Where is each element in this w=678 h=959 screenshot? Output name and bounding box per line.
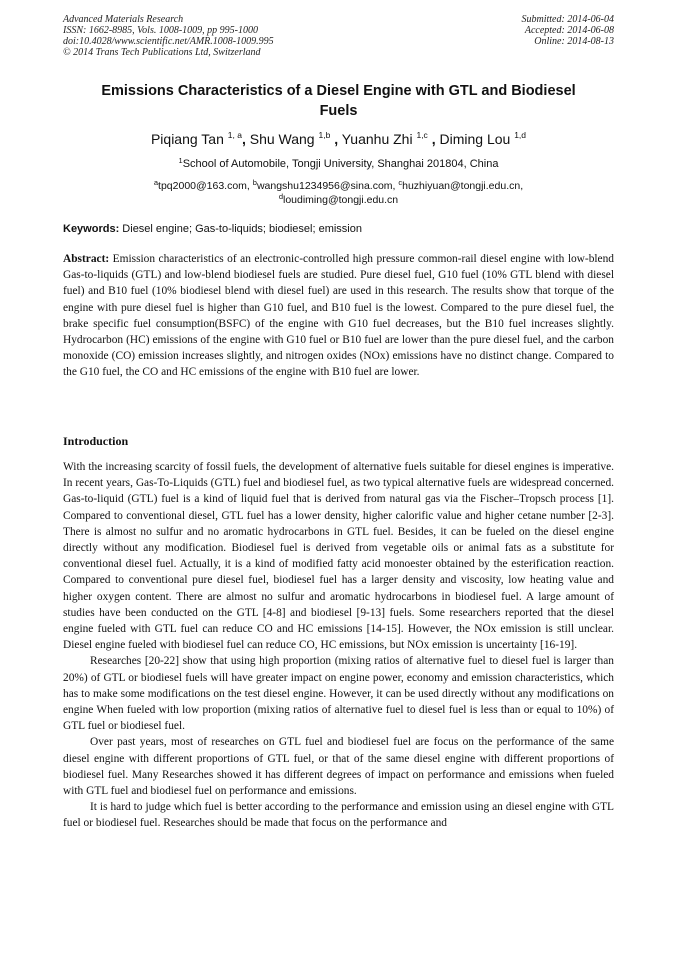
paragraph: Over past years, most of researches on GTL fuel and biodiesel fuel are focus on the performance of the same diesel engine with different proportions of GTL fuel, or that of the same diesel engine with different proportions of biodiesel fuel. Many Researches showed it has different degrees of impact on performance and emissions when fueled with GTL fuel and biodiesel fuel on performance and emissions. xyxy=(63,736,614,798)
submission-dates xyxy=(522,14,615,47)
email-link[interactable]: wangshu1234956@sina.com, xyxy=(256,180,399,192)
copyright-line: © 2014 Trans Tech Publications Ltd, Switzerland xyxy=(63,47,261,58)
email-sup: d xyxy=(278,192,283,201)
issn-line: ISSN: 1662-8985, Vols. 1008-1009, pp 995-1000 xyxy=(63,25,258,36)
author-name: Piqiang Tan xyxy=(150,131,224,147)
author-sup: 1,d xyxy=(514,130,527,140)
author-sup: 1, a xyxy=(227,130,242,140)
online-date: Online: 2014-08-13 xyxy=(534,36,614,47)
journal-name: Advanced Materials Research xyxy=(63,14,184,25)
keywords-text: Diesel engine; Gas-to-liquids; biodiesel; emission xyxy=(119,223,362,235)
abstract-label: Abstract: xyxy=(63,253,110,265)
title-line-2: Fuels xyxy=(319,103,358,119)
section-heading-introduction: Introduction xyxy=(63,434,129,448)
email-link[interactable]: tpq2000@163.com, xyxy=(158,180,253,192)
email-sup: c xyxy=(398,178,403,187)
keywords-label: Keywords: xyxy=(63,223,120,235)
paragraph: Researches [20-22] show that using high proportion (mixing ratios of alternative fuel to diesel fuel is larger than 20%) of GTL or biodiesel fuels will have greater impact on engine power, economy and emission characteristics, which has to make some modifications on the test diesel engine. However, it can be used directly without any modifications on engine When fueled with low proportion (mixing ratios of alternative fuel to diesel fuel is less than or equal to 10%) of GTL fuel or biodiesel fuel. xyxy=(63,655,614,733)
abstract xyxy=(63,251,614,381)
email-link[interactable]: loudiming@tongji.edu.cn xyxy=(283,194,399,206)
email-sup: a xyxy=(153,178,159,187)
accepted-date: Accepted: 2014-06-08 xyxy=(524,25,614,36)
author-name: Diming Lou xyxy=(439,131,511,147)
author-emails xyxy=(63,179,614,207)
email-line-2 xyxy=(63,193,614,207)
email-line-1 xyxy=(63,179,614,193)
author-sup: 1,b xyxy=(318,130,331,140)
journal-info xyxy=(63,14,274,58)
email-sup: b xyxy=(252,178,257,187)
author-name: Yuanhu Zhi xyxy=(341,131,413,147)
paragraph: With the increasing scarcity of fossil fuels, the development of alternative fuels suitable for diesel engines is imperative. In recent years, Gas-To-Liquids (GTL) fuel and biodiesel fuel, as two typical alternative fuels are widespread concerned. Gas-to-liquid (GTL) fuel is a kind of liquid fuel that is derived from natural gas via the Fischer–Tropsch process [1]. Compared to conventional diesel, GTL fuel has a lower density, higher calorific value and higher cetane number [2-3]. There is almost no sulfur and no aromatic hydrocarbons in GTL fuel. Besides, it can be fueled on the diesel engine directly without any modification. Biodiesel fuel is derived from vegetable oils or animal fats as a substitute for conventional diesel fuel. Actually, it is a kind of modified fatty acid monoester obtained by the esterification reaction. Compared to conventional pure diesel fuel, biodiesel fuel has a larger density and viscosity, low heating value and higher oxygen content. There are almost no sulfur and aromatic hydrocarbons in biodiesel fuel. A large amount of studies have been conducted on the GTL [4-8] and biodiesel [9-13] fuels. Some researchers reported that the diesel engine fueled with GTL fuel can reduce CO and HC emissions [14-15]. However, the NOx emission is still unclear. Diesel engine fueled with biodiesel fuel can reduce CO, HC emissions, but NOx emission is uncertainty [16-19]. xyxy=(63,461,614,652)
submitted-date: Submitted: 2014-06-04 xyxy=(521,14,614,25)
abstract-text: Emission characteristics of an electronic-controlled high pressure common-rail diesel engine with low-blend Gas-to-liquids (GTL) and low-blend biodiesel fuels are studied. Pure diesel fuel, G10 fuel (10% GTL blend with diesel fuel) and B10 fuel (10% biodiesel blend with diesel fuel) are used in this research. The results show that torque of the engine with pure diesel fuel is higher than G10 fuel, and B10 fuel is the lowest. Compared to the pure diesel fuel, the brake specific fuel consumption(BSFC) of the engine with G10 fuel decreases, but the B10 fuel increases slightly. Hydrocarbon (HC) emissions of the engine with G10 fuel or B10 fuel are lower than the pure diesel fuel, and the carbon monoxide (CO) emission increases slightly, and nitrogen oxides (NOx) emissions have no distinct change. Compared to the G10 fuel, the CO and HC emissions of the engine with B10 fuel are lower. xyxy=(63,253,614,379)
affiliation-sup: 1 xyxy=(178,156,183,165)
author-name: Shu Wang xyxy=(249,131,315,147)
author-list: Piqiang Tan $^{1, a}$, Shu Wang $^{1,b}$ , Yuanhu Zhi $^{1,c}$ , Diming Lou $^{1,d}$ xyxy=(150,130,527,147)
keywords xyxy=(63,222,614,236)
affiliation xyxy=(63,157,614,171)
introduction-body xyxy=(63,459,614,832)
paper-title xyxy=(63,81,614,121)
title-line-1: Emissions Characteristics of a Diesel Engine with GTL and Biodiesel xyxy=(101,83,576,99)
doi-line: doi:10.4028/www.scientific.net/AMR.1008-1009.995 xyxy=(63,36,274,47)
affiliation-text: School of Automobile, Tongji University, Shanghai 201804, China xyxy=(182,158,499,170)
email-link[interactable]: huzhiyuan@tongji.edu.cn, xyxy=(402,180,524,192)
author-sup: 1,c xyxy=(416,130,428,140)
paragraph: It is hard to judge which fuel is better according to the performance and emission using an diesel engine with GTL fuel or biodiesel fuel. Researches should be made that focus on the performance and xyxy=(63,801,614,830)
